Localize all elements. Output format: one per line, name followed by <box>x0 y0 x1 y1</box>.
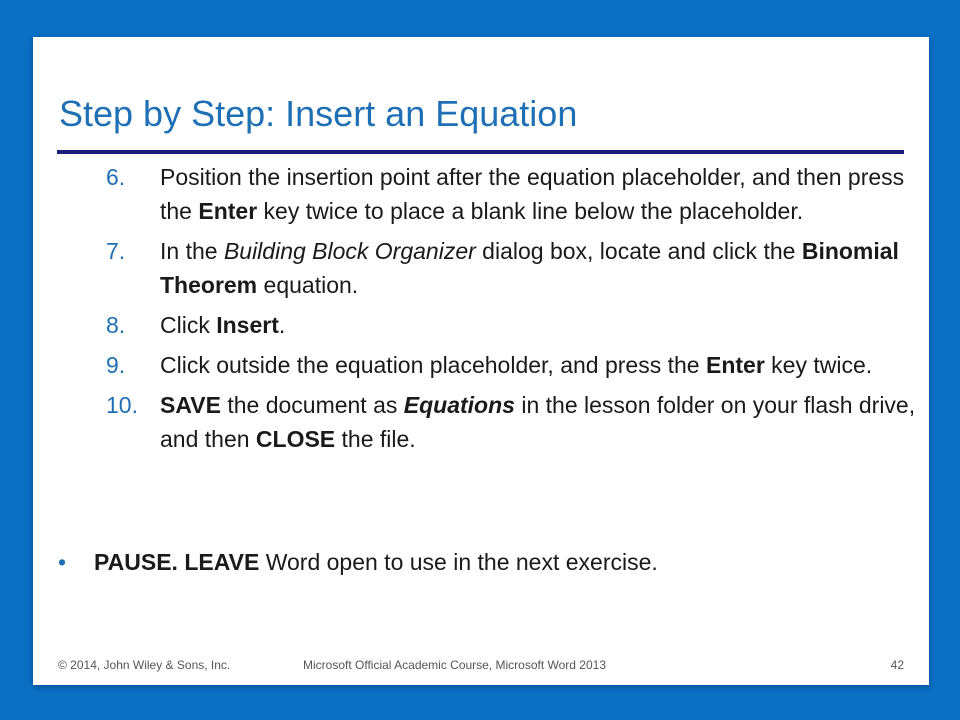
step-text-bold: SAVE <box>160 392 221 418</box>
step-text-italic: Building Block Organizer <box>223 238 476 264</box>
step-text-bold: Binomial Theorem <box>160 238 899 298</box>
page-number: 42 <box>890 658 904 672</box>
step-text-bold: CLOSE <box>255 426 336 452</box>
step-item <box>106 348 916 382</box>
step-number: 9. <box>106 352 126 378</box>
step-number: 7. <box>106 238 126 264</box>
step-text: Click <box>160 312 217 338</box>
step-text: Position the insertion point after the equation placeholder, and then press the <box>160 164 905 224</box>
step-text-bold: Enter <box>705 352 765 378</box>
step-list <box>106 160 916 462</box>
step-item <box>106 234 916 302</box>
step-text-bold-italic: Equations <box>403 392 515 418</box>
slide <box>33 37 929 685</box>
step-text-bold: Enter <box>198 198 258 224</box>
step-item <box>106 388 916 456</box>
step-text: . <box>278 312 286 338</box>
step-text: the document as <box>220 392 404 418</box>
title-divider <box>57 150 904 154</box>
step-text: key twice to place a blank line below the placeholder. <box>257 198 804 224</box>
pause-instruction <box>58 545 934 579</box>
pause-text-bold: LEAVE <box>184 549 260 575</box>
step-number: 6. <box>106 164 126 190</box>
step-item <box>106 160 916 228</box>
step-text-bold: Insert <box>216 312 279 338</box>
step-item <box>106 308 916 342</box>
footer-copyright: © 2014, John Wiley & Sons, Inc. <box>58 658 231 672</box>
step-text: In the <box>160 238 224 264</box>
pause-text-bold: PAUSE. <box>94 549 178 575</box>
step-text: key twice. <box>764 352 873 378</box>
step-text: dialog box, locate and click the <box>475 238 802 264</box>
slide-title: Step by Step: Insert an Equation <box>59 93 578 134</box>
footer-course: Microsoft Official Academic Course, Microsoft Word 2013 <box>303 658 606 672</box>
step-text: in the lesson folder on your flash drive, and then <box>160 392 916 452</box>
bullet-icon: • <box>58 549 67 575</box>
step-number: 10. <box>106 392 138 418</box>
step-number: 8. <box>106 312 126 338</box>
step-text: the file. <box>335 426 416 452</box>
step-text: equation. <box>257 272 359 298</box>
step-text: Click outside the equation placeholder, and press the <box>160 352 706 378</box>
pause-text: Word open to use in the next exercise. <box>259 549 658 575</box>
